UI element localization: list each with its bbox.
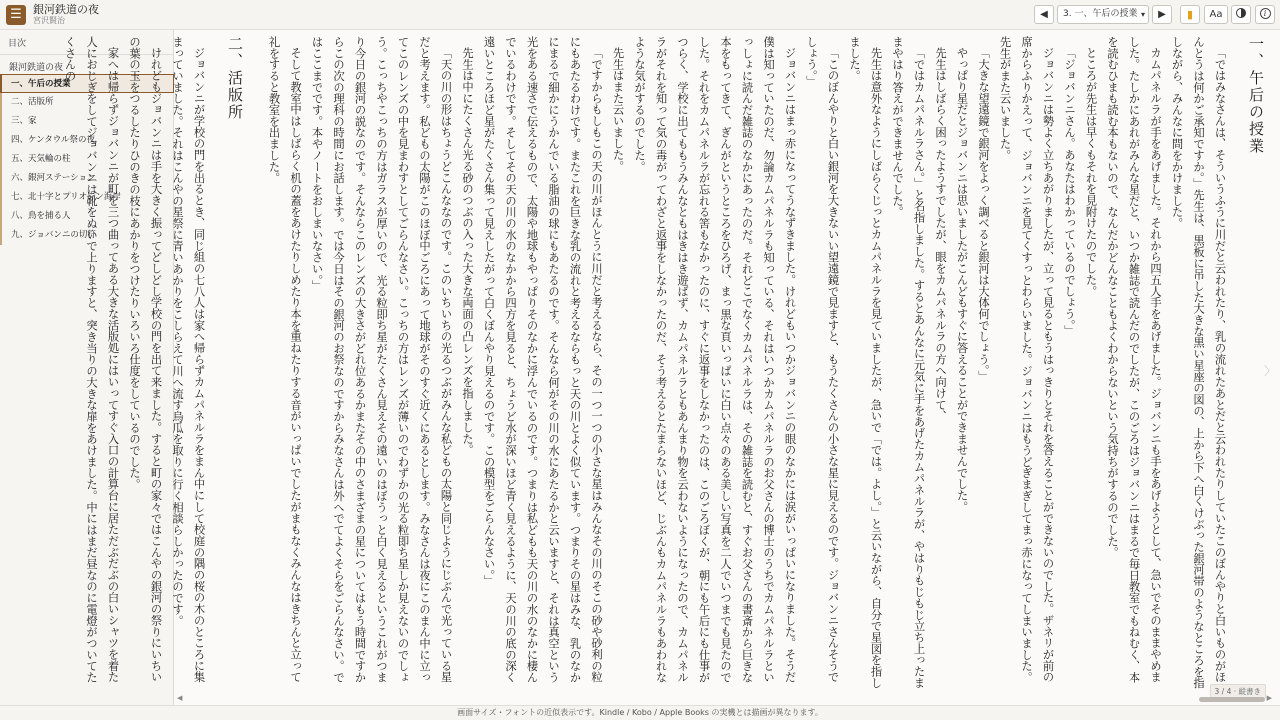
page-indicator: 3 / 4 · 縦書き bbox=[1210, 684, 1267, 699]
info-button[interactable] bbox=[1255, 5, 1275, 24]
open-file-button[interactable] bbox=[1180, 5, 1200, 24]
next-page-arrow-icon[interactable]: 〉 bbox=[1263, 364, 1276, 378]
book-title: 銀河鉄道の夜 bbox=[33, 3, 99, 16]
toc-item-chapter-3[interactable]: 三、家 bbox=[0, 112, 174, 131]
toc-item-chapter-1[interactable]: 一、午后の授業 bbox=[0, 74, 174, 93]
paragraph: 家へは帰らずジョバンニが町を三つ曲ってある大きな活版処にはいってすぐ入口の計算台に居ただぶだぶの白いシャツを着た人におじぎをしてジョバンニは靴をぬいで上りますと、突き当りの大きな扉をあけました。中にはまだ昼なのに電燈がついてたくさんの bbox=[63, 36, 120, 683]
paragraph: 「ですからもしもこの天の川がほんとうに川だと考えるなら、その一つ一つの小さな星はみんなその川のそこの砂や砂利の粒にもあたるわけです。またこれを巨きな乳の流れと考えるならもっと天の川とよく似ています。つまりその星はみな、乳のなかにまるで細かにうかんでいる脂油の球にもあたるのです。そんなら何がその川の水にあたるかと云いますと、それは真空という光をある速さで伝えるもので、太陽や地球もやっぱりそのなかに浮んでいるのです。つまりは私どもも天の川の水のなかに棲んでいるわけです。そしてその天の川の水のなかから四方を見ると、ちょうど水が深いほど青く見えるように、天の川の底の深く遠いところほど星がたくさん集って見えしたがって白くぼんやり見えるのです。この模型をごらんなさい。」 bbox=[482, 36, 603, 683]
next-chapter-button[interactable] bbox=[1152, 5, 1172, 24]
toc-item-chapter-8[interactable]: 八、鳥を捕る人 bbox=[0, 207, 174, 226]
font-icon: Aa bbox=[1209, 9, 1223, 20]
toc-book-title[interactable]: 銀河鉄道の夜 bbox=[9, 63, 64, 73]
horizontal-scrollbar[interactable] bbox=[177, 694, 1272, 703]
scrollbar-thumb[interactable] bbox=[1199, 697, 1265, 702]
prev-chapter-button[interactable] bbox=[1034, 5, 1054, 24]
paragraph: けれどもジョバンニは手を大きく振ってどしどし学校の門を出て来ました。すると町の家々ではこんやの銀河の祭りにいちいの葉の玉をつるしたりひのきの枝にあかりをつけたりいろいろ仕度をしているのでした。 bbox=[128, 36, 163, 683]
folder-icon: ▮ bbox=[1186, 8, 1194, 21]
chapter-heading-1: 一、午后の授業 bbox=[1247, 36, 1265, 155]
toc-heading: 目次 bbox=[8, 39, 27, 49]
toc-item-chapter-9[interactable]: 九、ジョバンニの切符 bbox=[0, 226, 174, 245]
toc-item-chapter-4[interactable]: 四、ケンタウル祭の夜 bbox=[0, 131, 174, 150]
paragraph: やっぱり星だとジョバンニは思いましたがこんどもすぐに答えることができませんでした。 bbox=[955, 47, 969, 513]
paragraph: 「ジョバンニさん。あなたはわかっているのでしょう。」 bbox=[1063, 47, 1076, 337]
paragraph: 「ではカムパネルラさん。」と名指しました。するとあんなに元気に手をあげたカムパネルラが、やはりもじもじ立ち上ったままやはり答えができませんでした。 bbox=[891, 36, 926, 689]
toc-item-chapter-2[interactable]: 二、活版所 bbox=[0, 93, 174, 112]
paragraph: ジョバンニはまっ赤になってうなずきました。けれどもいつかジョバンニの眼のなかには涙がいっぱいになりました。そうだ僕は知っていたのだ、勿論カムパネルラも知っている、それはいつかカムパネルラのお父さんの博士のうちでカムパネルラといっしょに読んだ雑誌のなかにあったのだ。それどこでなくカムパネルラは、その雑誌を読むと、すぐお父さんの書斎から巨きな本をもってきて、ぎんがというところをひろげ、まっ黒な頁いっぱいに白い点々のある美しい写真を二人でいつまでも見たのでした。それをカムパネルラが忘れる筈もなかったのに、すぐに返事をしなかったのは、このごろぼくが、朝にも午后にも仕事がつらく、学校に出てももうみんなともはきはき遊ばず、カムパネルラともあんまり物を云わないようになったので、カムパネルラがそれを知って気の毒がってわざと返事をしなかったのだ、そう考えるとたまらないほど、じぶんもカムパネルラもあわれなような気がするのでした。 bbox=[633, 36, 797, 683]
paragraph: 先生はしばらく困ったようすでしたが、眼をカムパネルラの方へ向けて、 bbox=[934, 47, 947, 422]
toc-item-chapter-6[interactable]: 六、銀河ステーション bbox=[0, 169, 174, 188]
footer-note: 画面サイズ・フォントの近似表示です。Kindle / Kobo / Apple Books の実機とは描画が異なります。 bbox=[0, 705, 1280, 720]
paragraph: そして教室中はしばらく机の蓋をあけたりしめたり本を重ねたりする音がいっぱいでしたがまもなくみんなはきちんと立って礼をすると教室を出ました。 bbox=[267, 36, 302, 683]
chevron-down-icon: ▾ bbox=[1140, 10, 1145, 19]
paragraph: 「このぼんやりと白い銀河を大きないい望遠鏡で見ますと、もうたくさんの小さな星に見えるのです。ジョバンニさんそうでしょう。」 bbox=[805, 36, 840, 683]
font-settings-button[interactable] bbox=[1204, 5, 1228, 24]
paragraph: ところが先生は早くもそれを見附けたのでした。 bbox=[1084, 47, 1098, 297]
paragraph: ジョバンニは勢よく立ちあがりましたが、立って見るともうはっきりとそれを答えることができないのでした。ザネリが前の席からふりかえって、ジョバンニを見てくすっとわらいました。ジョバンニはもうどぎまぎしてまっ赤になってしまいました。先生がまた云いました。 bbox=[998, 36, 1055, 683]
chapter-select[interactable] bbox=[1057, 5, 1149, 24]
chevron-left-icon: ◀ bbox=[1040, 9, 1048, 20]
theme-toggle-button[interactable] bbox=[1231, 5, 1251, 24]
paragraph: 先生はまた云いました。 bbox=[611, 47, 625, 173]
paragraph: 先生は意外なようにしばらくじっとカムパネルラを見ていましたが、急いで「では。よし。」と云いながら、自分で星図を指しました。 bbox=[848, 36, 883, 689]
paragraph: 「大きな望遠鏡で銀河をよっく調べると銀河は大体何でしょう。」 bbox=[977, 47, 990, 383]
toc-item-chapter-5[interactable]: 五、天気輪の柱 bbox=[0, 150, 174, 169]
chapter-heading-2: 二、活版所 bbox=[226, 36, 244, 121]
chapter-select-value: 3. 一、午后の授業 bbox=[1063, 9, 1138, 19]
book-author: 宮沢賢治 bbox=[33, 16, 65, 25]
scroll-right-icon[interactable]: ▶ bbox=[1266, 694, 1272, 702]
paragraph: 先生は中にたくさん光る砂のつぶの入った大きな両面の凸レンズを指しました。 bbox=[461, 47, 474, 456]
scroll-left-icon[interactable]: ◀ bbox=[177, 694, 183, 702]
contrast-icon bbox=[1236, 8, 1246, 18]
hamburger-icon[interactable]: ☰ bbox=[6, 5, 26, 25]
chevron-right-icon: ▶ bbox=[1158, 9, 1166, 20]
top-bar bbox=[0, 0, 1280, 30]
paragraph: 「天の川の形はちょうどこんななのです。このいちいちの光るつぶがみんな私どもの太陽と同じようにじぶんで光っている星だと考えます。私どもの太陽がこのほぼ中ごろにあって地球がそのすぐ近くにあるとします。みなさんは夜にこのまん中に立ってこのレンズの中を見まわすとしてごらんなさい。こっちの方はレンズが薄いのでわずかの光る粒即ち星しか見えないのでしょう。こっちやこっちの方はガラスが厚いので、光る粒即ち星がたくさん見えその遠いのはぼうっと白く見えるというこれがつまり今日の銀河の説なのです。そんならこのレンズの大きさがどれ位あるかまたその中のさまざまの星についてはもう時間ですからこの次の理科の時間にお話します。では今日はその銀河のお祭なのですからみなさんは外へでてよくそらをごらんなさい。ではここまでです。本やノートをおしまいなさい。」 bbox=[310, 36, 453, 683]
vertical-text-body bbox=[59, 36, 1270, 691]
toc-item-chapter-7[interactable]: 七、北十字とプリオシン海岸 bbox=[0, 188, 174, 207]
paragraph: ジョバンニが学校の門を出るとき、同じ組の七八人は家へ帰らずカムパネルラをまん中にして校庭の隅の桜の木のところに集まっていました。それはこんやの星祭に青いあかりをこしらえて川へ流す烏瓜を取りに行く相談らしかったのです。 bbox=[171, 36, 206, 683]
paragraph: 「ではみなさんは、そういうふうに川だと云われたり、乳の流れたあとだと云われたりしていたこのぼんやりと白いものがほんとうは何かご承知ですか。」先生は、黒板に吊した大きな黒い星座の図の、上から下へ白くけぶった銀河帯のようなところを指しながら、みんなに問をかけました。 bbox=[1170, 36, 1227, 689]
info-icon: i bbox=[1260, 8, 1271, 19]
paragraph: カムパネルラが手をあげました。それから四五人手をあげました。ジョバンニも手をあげようとして、急いでそのままやめました。たしかにあれがみんな星だと、いつか雑誌で読んだのでしたが、このごろはジョバンニはまるで毎日教室でもねむく、本を読むひまも読む本もないので、なんだかどんなこともよくわからないという気持ちがするのでした。 bbox=[1106, 36, 1162, 683]
